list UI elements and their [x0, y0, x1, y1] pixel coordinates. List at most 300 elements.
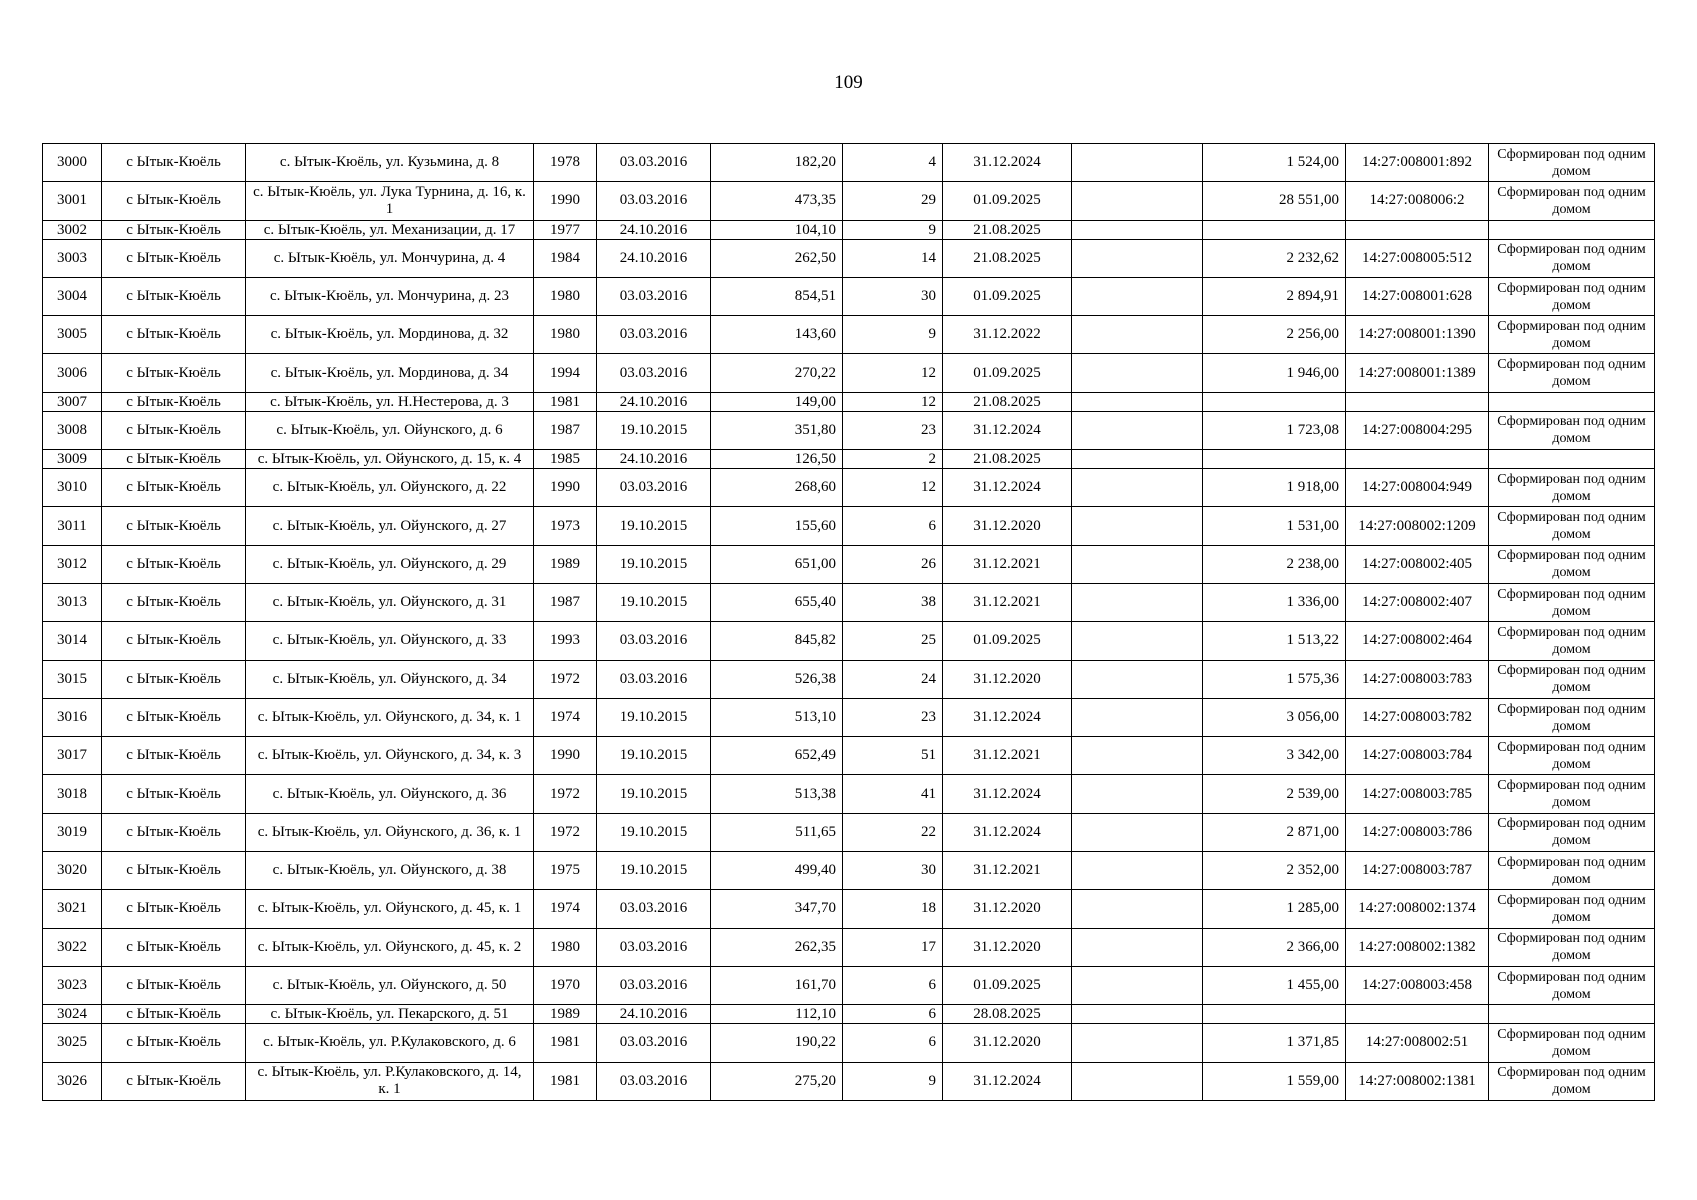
deadline-cell: 31.12.2021 — [943, 737, 1072, 775]
residents-cell: 2 — [843, 450, 943, 469]
deadline-cell: 01.09.2025 — [943, 966, 1072, 1004]
row-number-cell: 3026 — [43, 1062, 102, 1100]
settlement-cell: с Ытык-Кюёль — [102, 182, 246, 220]
area-cell: 511,65 — [711, 813, 843, 851]
land-area-cell: 1 575,36 — [1203, 660, 1346, 698]
deadline-cell: 31.12.2021 — [943, 583, 1072, 621]
row-number-cell: 3022 — [43, 928, 102, 966]
address-cell: с. Ытык-Кюёль, ул. Мончурина, д. 4 — [246, 239, 534, 277]
land-area-cell: 2 539,00 — [1203, 775, 1346, 813]
note-cell: Сформирован под одним домом — [1489, 966, 1655, 1004]
table-row — [43, 469, 1655, 507]
address-cell: с. Ытык-Кюёль, ул. Р.Кулаковского, д. 6 — [246, 1024, 534, 1062]
row-number-cell: 3016 — [43, 698, 102, 736]
cadastral-number-cell: 14:27:008003:783 — [1346, 660, 1489, 698]
residents-cell: 23 — [843, 411, 943, 449]
inspection-date-cell: 19.10.2015 — [597, 507, 711, 545]
note-cell — [1489, 450, 1655, 469]
land-area-cell: 1 531,00 — [1203, 507, 1346, 545]
land-area-cell: 1 336,00 — [1203, 583, 1346, 621]
settlement-cell: с Ытык-Кюёль — [102, 316, 246, 354]
row-number-cell: 3021 — [43, 890, 102, 928]
inspection-date-cell: 24.10.2016 — [597, 1005, 711, 1024]
row-number-cell: 3019 — [43, 813, 102, 851]
inspection-date-cell: 19.10.2015 — [597, 813, 711, 851]
table-row — [43, 316, 1655, 354]
address-cell: с. Ытык-Кюёль, ул. Ойунского, д. 50 — [246, 966, 534, 1004]
cadastral-number-cell: 14:27:008002:1381 — [1346, 1062, 1489, 1100]
address-cell: с. Ытык-Кюёль, ул. Механизации, д. 17 — [246, 220, 534, 239]
construction-year-cell: 1990 — [534, 182, 597, 220]
note-cell — [1489, 392, 1655, 411]
area-cell: 473,35 — [711, 182, 843, 220]
cadastral-number-cell: 14:27:008002:464 — [1346, 622, 1489, 660]
table-row — [43, 182, 1655, 220]
address-cell: с. Ытык-Кюёль, ул. Ойунского, д. 34 — [246, 660, 534, 698]
inspection-date-cell: 03.03.2016 — [597, 182, 711, 220]
cadastral-number-cell: 14:27:008004:949 — [1346, 469, 1489, 507]
address-cell: с. Ытык-Кюёль, ул. Ойунского, д. 45, к. 2 — [246, 928, 534, 966]
table-row — [43, 775, 1655, 813]
note-cell: Сформирован под одним домом — [1489, 354, 1655, 392]
cadastral-number-cell: 14:27:008001:1390 — [1346, 316, 1489, 354]
land-area-cell — [1203, 1005, 1346, 1024]
land-area-cell: 1 918,00 — [1203, 469, 1346, 507]
residents-cell: 14 — [843, 239, 943, 277]
address-cell: с. Ытык-Кюёль, ул. Н.Нестерова, д. 3 — [246, 392, 534, 411]
inspection-date-cell: 03.03.2016 — [597, 1024, 711, 1062]
note-cell: Сформирован под одним домом — [1489, 239, 1655, 277]
area-cell: 275,20 — [711, 1062, 843, 1100]
cadastral-number-cell: 14:27:008005:512 — [1346, 239, 1489, 277]
construction-year-cell: 1989 — [534, 1005, 597, 1024]
residents-cell: 9 — [843, 220, 943, 239]
land-area-cell: 1 559,00 — [1203, 1062, 1346, 1100]
settlement-cell: с Ытык-Кюёль — [102, 583, 246, 621]
land-area-cell: 1 723,08 — [1203, 411, 1346, 449]
area-cell: 651,00 — [711, 545, 843, 583]
area-cell: 126,50 — [711, 450, 843, 469]
page-number: 109 — [834, 72, 863, 93]
settlement-cell: с Ытык-Кюёль — [102, 1024, 246, 1062]
deadline-cell: 01.09.2025 — [943, 277, 1072, 315]
land-area-cell: 1 285,00 — [1203, 890, 1346, 928]
table-row — [43, 354, 1655, 392]
table-row — [43, 411, 1655, 449]
residents-cell: 25 — [843, 622, 943, 660]
residents-cell: 29 — [843, 182, 943, 220]
note-cell: Сформирован под одним домом — [1489, 852, 1655, 890]
area-cell: 143,60 — [711, 316, 843, 354]
residents-cell: 12 — [843, 354, 943, 392]
settlement-cell: с Ытык-Кюёль — [102, 890, 246, 928]
construction-year-cell: 1972 — [534, 660, 597, 698]
row-number-cell: 3003 — [43, 239, 102, 277]
inspection-date-cell: 03.03.2016 — [597, 1062, 711, 1100]
residents-cell: 12 — [843, 469, 943, 507]
construction-year-cell: 1978 — [534, 144, 597, 182]
row-number-cell: 3000 — [43, 144, 102, 182]
table-row — [43, 1005, 1655, 1024]
note-cell: Сформирован под одним домом — [1489, 622, 1655, 660]
construction-year-cell: 1994 — [534, 354, 597, 392]
residents-cell: 51 — [843, 737, 943, 775]
residents-cell: 26 — [843, 545, 943, 583]
table-row — [43, 737, 1655, 775]
construction-year-cell: 1984 — [534, 239, 597, 277]
settlement-cell: с Ытык-Кюёль — [102, 239, 246, 277]
empty-cell — [1072, 144, 1203, 182]
table-row — [43, 144, 1655, 182]
land-area-cell: 3 342,00 — [1203, 737, 1346, 775]
address-cell: с. Ытык-Кюёль, ул. Ойунского, д. 6 — [246, 411, 534, 449]
residents-cell: 12 — [843, 392, 943, 411]
deadline-cell: 21.08.2025 — [943, 392, 1072, 411]
housing-registry-table — [42, 143, 1655, 1101]
deadline-cell: 31.12.2021 — [943, 545, 1072, 583]
inspection-date-cell: 24.10.2016 — [597, 220, 711, 239]
deadline-cell: 31.12.2021 — [943, 852, 1072, 890]
area-cell: 262,50 — [711, 239, 843, 277]
row-number-cell: 3024 — [43, 1005, 102, 1024]
land-area-cell — [1203, 392, 1346, 411]
area-cell: 347,70 — [711, 890, 843, 928]
inspection-date-cell: 24.10.2016 — [597, 239, 711, 277]
inspection-date-cell: 03.03.2016 — [597, 890, 711, 928]
empty-cell — [1072, 890, 1203, 928]
empty-cell — [1072, 737, 1203, 775]
deadline-cell: 31.12.2024 — [943, 698, 1072, 736]
row-number-cell: 3009 — [43, 450, 102, 469]
inspection-date-cell: 19.10.2015 — [597, 545, 711, 583]
land-area-cell: 1 524,00 — [1203, 144, 1346, 182]
settlement-cell: с Ытык-Кюёль — [102, 354, 246, 392]
settlement-cell: с Ытык-Кюёль — [102, 469, 246, 507]
construction-year-cell: 1990 — [534, 469, 597, 507]
area-cell: 513,38 — [711, 775, 843, 813]
empty-cell — [1072, 1024, 1203, 1062]
residents-cell: 6 — [843, 1024, 943, 1062]
area-cell: 161,70 — [711, 966, 843, 1004]
empty-cell — [1072, 583, 1203, 621]
residents-cell: 6 — [843, 507, 943, 545]
settlement-cell: с Ытык-Кюёль — [102, 1062, 246, 1100]
row-number-cell: 3020 — [43, 852, 102, 890]
land-area-cell: 2 256,00 — [1203, 316, 1346, 354]
inspection-date-cell: 19.10.2015 — [597, 775, 711, 813]
row-number-cell: 3014 — [43, 622, 102, 660]
settlement-cell: с Ытык-Кюёль — [102, 450, 246, 469]
row-number-cell: 3005 — [43, 316, 102, 354]
area-cell: 112,10 — [711, 1005, 843, 1024]
construction-year-cell: 1977 — [534, 220, 597, 239]
inspection-date-cell: 19.10.2015 — [597, 698, 711, 736]
construction-year-cell: 1985 — [534, 450, 597, 469]
address-cell: с. Ытык-Кюёль, ул. Ойунского, д. 45, к. 1 — [246, 890, 534, 928]
deadline-cell: 21.08.2025 — [943, 450, 1072, 469]
inspection-date-cell: 03.03.2016 — [597, 966, 711, 1004]
note-cell: Сформирован под одним домом — [1489, 411, 1655, 449]
deadline-cell: 31.12.2024 — [943, 144, 1072, 182]
cadastral-number-cell — [1346, 392, 1489, 411]
empty-cell — [1072, 392, 1203, 411]
empty-cell — [1072, 239, 1203, 277]
inspection-date-cell: 03.03.2016 — [597, 469, 711, 507]
deadline-cell: 21.08.2025 — [943, 239, 1072, 277]
address-cell: с. Ытык-Кюёль, ул. Мординова, д. 32 — [246, 316, 534, 354]
table-row — [43, 660, 1655, 698]
land-area-cell: 1 513,22 — [1203, 622, 1346, 660]
cadastral-number-cell: 14:27:008003:782 — [1346, 698, 1489, 736]
inspection-date-cell: 03.03.2016 — [597, 316, 711, 354]
cadastral-number-cell: 14:27:008003:785 — [1346, 775, 1489, 813]
deadline-cell: 01.09.2025 — [943, 354, 1072, 392]
address-cell: с. Ытык-Кюёль, ул. Ойунского, д. 29 — [246, 545, 534, 583]
settlement-cell: с Ытык-Кюёль — [102, 928, 246, 966]
area-cell: 499,40 — [711, 852, 843, 890]
residents-cell: 30 — [843, 277, 943, 315]
residents-cell: 24 — [843, 660, 943, 698]
empty-cell — [1072, 277, 1203, 315]
address-cell: с. Ытык-Кюёль, ул. Кузьмина, д. 8 — [246, 144, 534, 182]
settlement-cell: с Ытык-Кюёль — [102, 277, 246, 315]
address-cell: с. Ытык-Кюёль, ул. Р.Кулаковского, д. 14, к. 1 — [246, 1062, 534, 1100]
construction-year-cell: 1987 — [534, 583, 597, 621]
area-cell: 652,49 — [711, 737, 843, 775]
address-cell: с. Ытык-Кюёль, ул. Ойунского, д. 34, к. 1 — [246, 698, 534, 736]
cadastral-number-cell: 14:27:008003:787 — [1346, 852, 1489, 890]
address-cell: с. Ытык-Кюёль, ул. Ойунского, д. 34, к. 3 — [246, 737, 534, 775]
area-cell: 270,22 — [711, 354, 843, 392]
deadline-cell: 31.12.2020 — [943, 660, 1072, 698]
cadastral-number-cell: 14:27:008002:405 — [1346, 545, 1489, 583]
land-area-cell: 1 455,00 — [1203, 966, 1346, 1004]
land-area-cell: 2 871,00 — [1203, 813, 1346, 851]
table-row — [43, 450, 1655, 469]
area-cell: 190,22 — [711, 1024, 843, 1062]
area-cell: 854,51 — [711, 277, 843, 315]
empty-cell — [1072, 411, 1203, 449]
empty-cell — [1072, 622, 1203, 660]
note-cell: Сформирован под одним домом — [1489, 890, 1655, 928]
settlement-cell: с Ытык-Кюёль — [102, 622, 246, 660]
empty-cell — [1072, 354, 1203, 392]
residents-cell: 30 — [843, 852, 943, 890]
table-row — [43, 545, 1655, 583]
inspection-date-cell: 19.10.2015 — [597, 583, 711, 621]
deadline-cell: 31.12.2020 — [943, 890, 1072, 928]
cadastral-number-cell: 14:27:008002:51 — [1346, 1024, 1489, 1062]
note-cell: Сформирован под одним домом — [1489, 545, 1655, 583]
land-area-cell: 2 232,62 — [1203, 239, 1346, 277]
residents-cell: 9 — [843, 1062, 943, 1100]
inspection-date-cell: 24.10.2016 — [597, 450, 711, 469]
table-row — [43, 239, 1655, 277]
note-cell: Сформирован под одним домом — [1489, 813, 1655, 851]
address-cell: с. Ытык-Кюёль, ул. Ойунского, д. 36 — [246, 775, 534, 813]
note-cell: Сформирован под одним домом — [1489, 698, 1655, 736]
deadline-cell: 31.12.2020 — [943, 507, 1072, 545]
inspection-date-cell: 03.03.2016 — [597, 622, 711, 660]
cadastral-number-cell: 14:27:008001:892 — [1346, 144, 1489, 182]
address-cell: с. Ытык-Кюёль, ул. Лука Турнина, д. 16, к. 1 — [246, 182, 534, 220]
deadline-cell: 31.12.2024 — [943, 411, 1072, 449]
inspection-date-cell: 03.03.2016 — [597, 354, 711, 392]
empty-cell — [1072, 1062, 1203, 1100]
residents-cell: 4 — [843, 144, 943, 182]
cadastral-number-cell: 14:27:008003:786 — [1346, 813, 1489, 851]
deadline-cell: 01.09.2025 — [943, 182, 1072, 220]
inspection-date-cell: 19.10.2015 — [597, 737, 711, 775]
construction-year-cell: 1980 — [534, 277, 597, 315]
empty-cell — [1072, 660, 1203, 698]
empty-cell — [1072, 220, 1203, 239]
address-cell: с. Ытык-Кюёль, ул. Ойунского, д. 38 — [246, 852, 534, 890]
row-number-cell: 3006 — [43, 354, 102, 392]
deadline-cell: 28.08.2025 — [943, 1005, 1072, 1024]
area-cell: 104,10 — [711, 220, 843, 239]
construction-year-cell: 1974 — [534, 890, 597, 928]
settlement-cell: с Ытык-Кюёль — [102, 660, 246, 698]
land-area-cell — [1203, 450, 1346, 469]
land-area-cell — [1203, 220, 1346, 239]
address-cell: с. Ытык-Кюёль, ул. Ойунского, д. 31 — [246, 583, 534, 621]
row-number-cell: 3018 — [43, 775, 102, 813]
empty-cell — [1072, 450, 1203, 469]
row-number-cell: 3002 — [43, 220, 102, 239]
table-row — [43, 966, 1655, 1004]
cadastral-number-cell — [1346, 450, 1489, 469]
note-cell — [1489, 220, 1655, 239]
construction-year-cell: 1990 — [534, 737, 597, 775]
empty-cell — [1072, 966, 1203, 1004]
table-body — [43, 144, 1655, 1101]
construction-year-cell: 1989 — [534, 545, 597, 583]
row-number-cell: 3004 — [43, 277, 102, 315]
cadastral-number-cell: 14:27:008004:295 — [1346, 411, 1489, 449]
construction-year-cell: 1972 — [534, 813, 597, 851]
inspection-date-cell: 03.03.2016 — [597, 928, 711, 966]
table-row — [43, 392, 1655, 411]
deadline-cell: 31.12.2024 — [943, 1062, 1072, 1100]
deadline-cell: 01.09.2025 — [943, 622, 1072, 660]
note-cell — [1489, 1005, 1655, 1024]
table-row — [43, 698, 1655, 736]
construction-year-cell: 1981 — [534, 392, 597, 411]
settlement-cell: с Ытык-Кюёль — [102, 737, 246, 775]
residents-cell: 9 — [843, 316, 943, 354]
table-row — [43, 583, 1655, 621]
land-area-cell: 28 551,00 — [1203, 182, 1346, 220]
area-cell: 182,20 — [711, 144, 843, 182]
table-row — [43, 277, 1655, 315]
empty-cell — [1072, 316, 1203, 354]
empty-cell — [1072, 469, 1203, 507]
land-area-cell: 2 352,00 — [1203, 852, 1346, 890]
construction-year-cell: 1975 — [534, 852, 597, 890]
empty-cell — [1072, 852, 1203, 890]
table-row — [43, 1062, 1655, 1100]
construction-year-cell: 1973 — [534, 507, 597, 545]
deadline-cell: 31.12.2020 — [943, 1024, 1072, 1062]
cadastral-number-cell — [1346, 220, 1489, 239]
settlement-cell: с Ытык-Кюёль — [102, 813, 246, 851]
cadastral-number-cell: 14:27:008003:784 — [1346, 737, 1489, 775]
inspection-date-cell: 03.03.2016 — [597, 277, 711, 315]
note-cell: Сформирован под одним домом — [1489, 775, 1655, 813]
empty-cell — [1072, 813, 1203, 851]
settlement-cell: с Ытык-Кюёль — [102, 966, 246, 1004]
address-cell: с. Ытык-Кюёль, ул. Ойунского, д. 33 — [246, 622, 534, 660]
row-number-cell: 3011 — [43, 507, 102, 545]
address-cell: с. Ытык-Кюёль, ул. Ойунского, д. 36, к. 1 — [246, 813, 534, 851]
construction-year-cell: 1980 — [534, 928, 597, 966]
inspection-date-cell: 03.03.2016 — [597, 144, 711, 182]
inspection-date-cell: 19.10.2015 — [597, 852, 711, 890]
residents-cell: 17 — [843, 928, 943, 966]
area-cell: 526,38 — [711, 660, 843, 698]
address-cell: с. Ытык-Кюёль, ул. Ойунского, д. 27 — [246, 507, 534, 545]
residents-cell: 6 — [843, 966, 943, 1004]
settlement-cell: с Ытык-Кюёль — [102, 507, 246, 545]
area-cell: 513,10 — [711, 698, 843, 736]
settlement-cell: с Ытык-Кюёль — [102, 144, 246, 182]
construction-year-cell: 1970 — [534, 966, 597, 1004]
empty-cell — [1072, 775, 1203, 813]
empty-cell — [1072, 698, 1203, 736]
note-cell: Сформирован под одним домом — [1489, 1062, 1655, 1100]
area-cell: 655,40 — [711, 583, 843, 621]
address-cell: с. Ытык-Кюёль, ул. Ойунского, д. 15, к. 4 — [246, 450, 534, 469]
land-area-cell: 2 366,00 — [1203, 928, 1346, 966]
inspection-date-cell: 24.10.2016 — [597, 392, 711, 411]
deadline-cell: 31.12.2020 — [943, 928, 1072, 966]
cadastral-number-cell: 14:27:008006:2 — [1346, 182, 1489, 220]
cadastral-number-cell: 14:27:008002:1209 — [1346, 507, 1489, 545]
cadastral-number-cell: 14:27:008002:407 — [1346, 583, 1489, 621]
address-cell: с. Ытык-Кюёль, ул. Мординова, д. 34 — [246, 354, 534, 392]
note-cell: Сформирован под одним домом — [1489, 928, 1655, 966]
table-row — [43, 813, 1655, 851]
residents-cell: 23 — [843, 698, 943, 736]
deadline-cell: 31.12.2024 — [943, 813, 1072, 851]
row-number-cell: 3017 — [43, 737, 102, 775]
settlement-cell: с Ытык-Кюёль — [102, 411, 246, 449]
note-cell: Сформирован под одним домом — [1489, 144, 1655, 182]
land-area-cell: 2 238,00 — [1203, 545, 1346, 583]
row-number-cell: 3025 — [43, 1024, 102, 1062]
empty-cell — [1072, 545, 1203, 583]
row-number-cell: 3013 — [43, 583, 102, 621]
land-area-cell: 3 056,00 — [1203, 698, 1346, 736]
note-cell: Сформирован под одним домом — [1489, 277, 1655, 315]
deadline-cell: 31.12.2022 — [943, 316, 1072, 354]
table-row — [43, 928, 1655, 966]
settlement-cell: с Ытык-Кюёль — [102, 698, 246, 736]
construction-year-cell: 1972 — [534, 775, 597, 813]
cadastral-number-cell: 14:27:008001:1389 — [1346, 354, 1489, 392]
construction-year-cell: 1981 — [534, 1062, 597, 1100]
table-row — [43, 507, 1655, 545]
empty-cell — [1072, 182, 1203, 220]
land-area-cell: 1 946,00 — [1203, 354, 1346, 392]
deadline-cell: 31.12.2024 — [943, 775, 1072, 813]
empty-cell — [1072, 1005, 1203, 1024]
table-row — [43, 890, 1655, 928]
row-number-cell: 3023 — [43, 966, 102, 1004]
deadline-cell: 21.08.2025 — [943, 220, 1072, 239]
deadline-cell: 31.12.2024 — [943, 469, 1072, 507]
